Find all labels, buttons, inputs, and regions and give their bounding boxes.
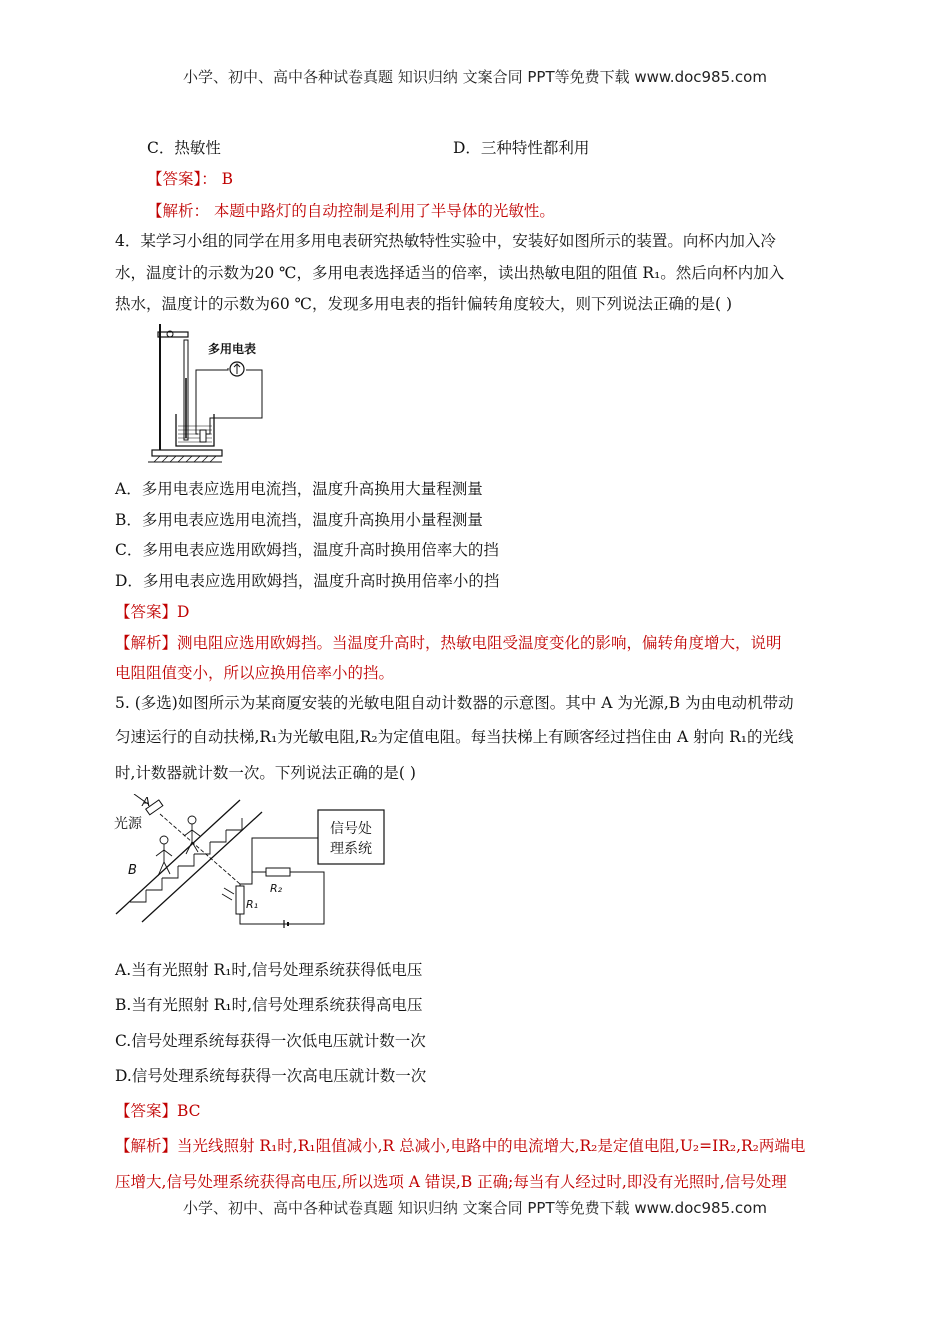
signal-box-label-2: 理系统: [330, 841, 372, 857]
q4-answer: 【答案】D: [115, 603, 190, 621]
q3-answer: 【答案】： B: [147, 170, 234, 188]
multimeter-label: 多用电表: [208, 342, 257, 356]
escalator-counter-figure: [112, 794, 400, 930]
label-a: A: [142, 795, 151, 809]
q4-stem-line-1: 4．某学习小组的同学在用多用电表研究热敏特性实验中，安装好如图所示的装置。向杯内加入冷: [115, 232, 776, 250]
label-light-source: 光源: [114, 816, 142, 832]
label-r1: R₁: [246, 898, 259, 911]
q3-option-c: C．热敏性: [147, 139, 221, 157]
page-footer: 小学、初中、高中各种试卷真题 知识归纳 文案合同 PPT等免费下载 www.doc985.com: [183, 1199, 767, 1217]
multimeter-apparatus-figure: [140, 318, 280, 466]
q4-stem-line-3: 热水，温度计的示数为60 ℃，发现多用电表的指针偏转角度较大，则下列说法正确的是( ): [115, 295, 733, 313]
q5-option-d: D.信号处理系统每获得一次高电压就计数一次: [115, 1067, 427, 1085]
q5-stem-line-1: 5. (多选)如图所示为某商厦安装的光敏电阻自动计数器的示意图。其中 A 为光源,B 为由电动机带动: [115, 694, 794, 712]
q3-option-d: D．三种特性都利用: [453, 139, 590, 157]
q5-option-a: A.当有光照射 R₁时,信号处理系统获得低电压: [115, 961, 423, 979]
q4-option-b: B．多用电表应选用电流挡，温度升高换用小量程测量: [115, 511, 483, 529]
q5-analysis-line-2: 压增大,信号处理系统获得高电压,所以选项 A 错误,B 正确;每当有人经过时,即没有光照时,信号处理: [115, 1173, 787, 1191]
q4-option-a: A．多用电表应选用电流挡，温度升高换用大量程测量: [115, 480, 483, 498]
signal-box-label-1: 信号处: [330, 821, 372, 837]
q5-analysis-line-1: 【解析】当光线照射 R₁时,R₁阻值减小,R 总减小,电路中的电流增大,R₂是定值电阻,U₂=IR₂,R₂两端电: [115, 1137, 806, 1155]
q4-option-c: C．多用电表应选用欧姆挡，温度升高时换用倍率大的挡: [115, 541, 499, 559]
q4-stem-line-2: 水，温度计的示数为20 ℃，多用电表选择适当的倍率，读出热敏电阻的阻值 R₁。然后向杯内加入: [115, 264, 785, 282]
label-r2: R₂: [270, 882, 283, 895]
q4-option-d: D．多用电表应选用欧姆挡，温度升高时换用倍率小的挡: [115, 572, 500, 590]
q5-stem-line-2: 匀速运行的自动扶梯,R₁为光敏电阻,R₂为定值电阻。每当扶梯上有顾客经过挡住由 A 射向 R₁的光线: [115, 728, 794, 746]
q4-analysis-line-2: 电阻阻值变小，所以应换用倍率小的挡。: [115, 664, 395, 682]
page-header: 小学、初中、高中各种试卷真题 知识归纳 文案合同 PPT等免费下载 www.doc985.com: [183, 68, 767, 86]
q5-stem-line-3: 时,计数器就计数一次。下列说法正确的是( ): [115, 764, 416, 782]
q3-analysis: 【解析： 本题中路灯的自动控制是利用了半导体的光敏性。: [147, 202, 555, 220]
q4-analysis-line-1: 【解析】测电阻应选用欧姆挡。当温度升高时，热敏电阻受温度变化的影响，偏转角度增大，说明: [115, 634, 782, 652]
label-b: B: [128, 863, 137, 878]
q5-option-c: C.信号处理系统每获得一次低电压就计数一次: [115, 1032, 426, 1050]
q5-answer: 【答案】BC: [115, 1102, 201, 1120]
q5-option-b: B.当有光照射 R₁时,信号处理系统获得高电压: [115, 996, 423, 1014]
